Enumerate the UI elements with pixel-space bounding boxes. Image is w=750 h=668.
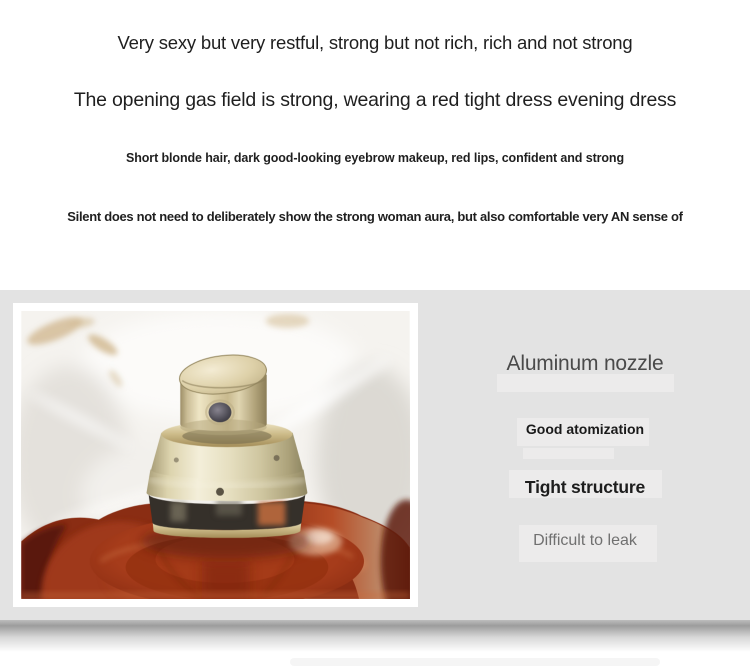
product-photo-card [13,303,418,607]
intro-line-1: Very sexy but very restful, strong but not rich, rich and not strong [117,32,633,53]
intro-line-4: Silent does not need to deliberately show the strong woman aura, but also comfortable very AN sense of [67,209,683,224]
intro-line-2: The opening gas field is strong, wearing a red tight dress evening dress [73,89,677,111]
feature-heading: Aluminum nozzle [506,352,664,375]
highlight-strip [523,448,614,459]
section-bottom-shadow [0,620,750,652]
bottom-smudge [290,658,660,666]
intro-line-3: Short blonde hair, dark good-looking eyebrow makeup, red lips, confident and strong [126,151,624,165]
feature-point-leak: Difficult to leak [533,532,637,549]
perfume-nozzle-photo [21,311,410,599]
feature-point-atomization: Good atomization [525,421,645,437]
feature-point-structure: Tight structure [524,477,646,497]
highlight-strip [497,374,674,392]
